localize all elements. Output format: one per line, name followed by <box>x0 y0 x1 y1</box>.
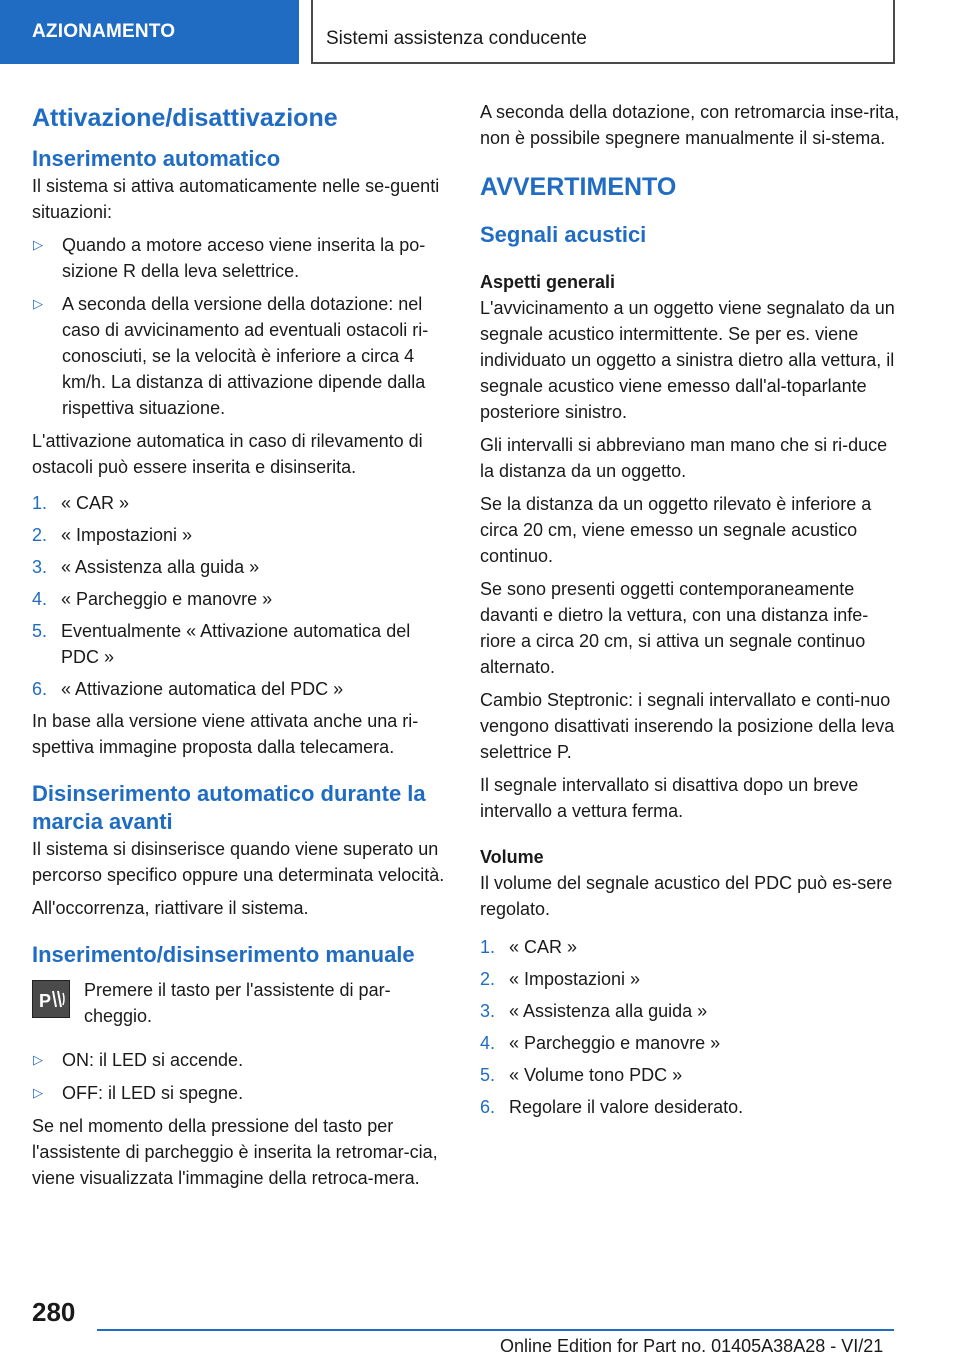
step-text: « Attivazione automatica del PDC » <box>61 679 344 699</box>
step-item <box>480 998 900 1024</box>
list-item-text: Quando a motore acceso viene inserita la po-sizione R della leva selettrice. <box>62 235 426 281</box>
paragraph: A seconda della dotazione, con retromarcia inse-rita, non è possibile spegnere manualmente il si-stema. <box>480 102 900 148</box>
footer-divider <box>97 1329 894 1331</box>
step-number: 6. <box>32 679 48 699</box>
list-item <box>32 232 450 284</box>
right-column <box>480 95 900 1126</box>
step-text: Eventualmente « Attivazione automatica del PDC » <box>61 621 411 667</box>
step-text: « Parcheggio e manovre » <box>509 1033 721 1053</box>
paragraph: Il segnale intervallato si disattiva dopo un breve intervallo a vettura ferma. <box>480 775 859 821</box>
paragraph: L'attivazione automatica in caso di rilevamento di ostacoli può essere inserita e disinserita. <box>32 431 423 477</box>
step-item <box>480 1030 900 1056</box>
subheading-auto-off: Disinserimento automatico durante la marcia avanti <box>32 781 426 834</box>
triangle-bullet-icon: ▷ <box>33 1052 43 1067</box>
step-text: « Assistenza alla guida » <box>61 557 260 577</box>
step-text: « Volume tono PDC » <box>509 1065 683 1085</box>
step-item <box>32 554 450 580</box>
svg-text:P: P <box>39 991 52 1011</box>
header-chapter-title: Sistemi assistenza conducente <box>311 0 895 64</box>
paragraph: L'avvicinamento a un oggetto viene segnalato da un segnale acustico intermittente. Se per es. viene individuato un oggetto a sinistra dietro alla vettura, il segnale acustico viene emesso dall'al-toparlante posteriore sinistro. <box>480 298 895 422</box>
step-text: « CAR » <box>61 493 130 513</box>
section-title: Attivazione/disattivazione <box>32 104 338 132</box>
subheading-manual: Inserimento/disinserimento manuale <box>32 942 415 967</box>
list-item-text: A seconda della versione della dotazione: nel caso di avvicinamento ad eventuali ostacoli ri-conosciuti, se la velocità è inferiore a circa 4 km/h. La distanza di attivazione dipende dalla rispettiva situazione. <box>62 294 429 418</box>
icon-instruction-text: Premere il tasto per l'assistente di par-cheggio. <box>84 980 391 1026</box>
paragraph: Il sistema si attiva automaticamente nelle se-guenti situazioni: <box>32 176 440 222</box>
step-item <box>480 966 900 992</box>
step-number: 4. <box>32 589 48 609</box>
paragraph: In base alla versione viene attivata anche una ri-spettiva immagine proposta dalla telecamera. <box>32 711 419 757</box>
header-section-tab: AZIONAMENTO <box>0 0 299 64</box>
step-number: 4. <box>480 1033 496 1053</box>
step-number: 3. <box>32 557 48 577</box>
step-text: « Assistenza alla guida » <box>509 1001 708 1021</box>
icon-instruction <box>32 977 450 1029</box>
step-number: 1. <box>480 937 496 957</box>
paragraph: Se nel momento della pressione del tasto per l'assistente di parcheggio è inserita la retromar-cia, viene visualizzata l'immagine della retroca-mera. <box>32 1116 438 1188</box>
footer-edition: Online Edition for Part no. 01405A38A28 - VI/21 <box>500 1336 884 1356</box>
list-item-text: ON: il LED si accende. <box>62 1050 244 1070</box>
step-text: « CAR » <box>509 937 578 957</box>
triangle-bullet-icon: ▷ <box>33 237 43 252</box>
subheading-auto-on: Inserimento automatico <box>32 146 281 171</box>
steps-list <box>480 934 900 1120</box>
step-number: 3. <box>480 1001 496 1021</box>
page-number: 280 <box>32 1297 76 1327</box>
list-item <box>32 1047 450 1073</box>
warning-title: AVVERTIMENTO <box>480 173 677 201</box>
step-item <box>32 676 450 702</box>
paragraph: Il volume del segnale acustico del PDC può es-sere regolato. <box>480 873 893 919</box>
step-number: 2. <box>32 525 48 545</box>
step-number: 5. <box>480 1065 496 1085</box>
list-item <box>32 1080 450 1106</box>
list-item <box>32 291 450 421</box>
step-number: 2. <box>480 969 496 989</box>
step-text: « Parcheggio e manovre » <box>61 589 273 609</box>
step-number: 1. <box>32 493 48 513</box>
paragraph: Cambio Steptronic: i segnali intervallato e conti-nuo vengono disattivati inserendo la posizione della leva selettrice P. <box>480 690 895 762</box>
triangle-bullet-icon: ▷ <box>33 296 43 311</box>
triangle-bullet-icon: ▷ <box>33 1085 43 1100</box>
paragraph: Il sistema si disinserisce quando viene superato un percorso specifico oppure una determinata velocità. <box>32 839 445 885</box>
paragraph: All'occorrenza, riattivare il sistema. <box>32 898 309 918</box>
paragraph: Gli intervalli si abbreviano man mano che si ri-duce la distanza da un oggetto. <box>480 435 888 481</box>
step-number: 5. <box>32 621 48 641</box>
park-assist-button-icon <box>32 980 70 1018</box>
step-item <box>480 1094 900 1120</box>
step-item <box>32 618 450 670</box>
step-number: 6. <box>480 1097 496 1117</box>
list-item-text: OFF: il LED si spegne. <box>62 1083 244 1103</box>
paragraph: Se sono presenti oggetti contemporaneamente davanti e dietro la vettura, con una distanza infe-riore a circa 20 cm, si attiva un segnale continuo alternato. <box>480 579 869 677</box>
paragraph: Se la distanza da un oggetto rilevato è inferiore a circa 20 cm, viene emesso un segnale acustico continuo. <box>480 494 872 566</box>
steps-list <box>32 490 450 702</box>
step-item <box>32 490 450 516</box>
subheading-volume: Volume <box>480 847 544 867</box>
left-column <box>32 95 450 1198</box>
step-text: « Impostazioni » <box>509 969 641 989</box>
subheading-general: Aspetti generali <box>480 272 616 292</box>
step-item <box>32 522 450 548</box>
step-item <box>480 1062 900 1088</box>
subheading-signals: Segnali acustici <box>480 222 647 247</box>
step-item <box>32 586 450 612</box>
step-text: « Impostazioni » <box>61 525 193 545</box>
step-item <box>480 934 900 960</box>
step-text: Regolare il valore desiderato. <box>509 1097 744 1117</box>
